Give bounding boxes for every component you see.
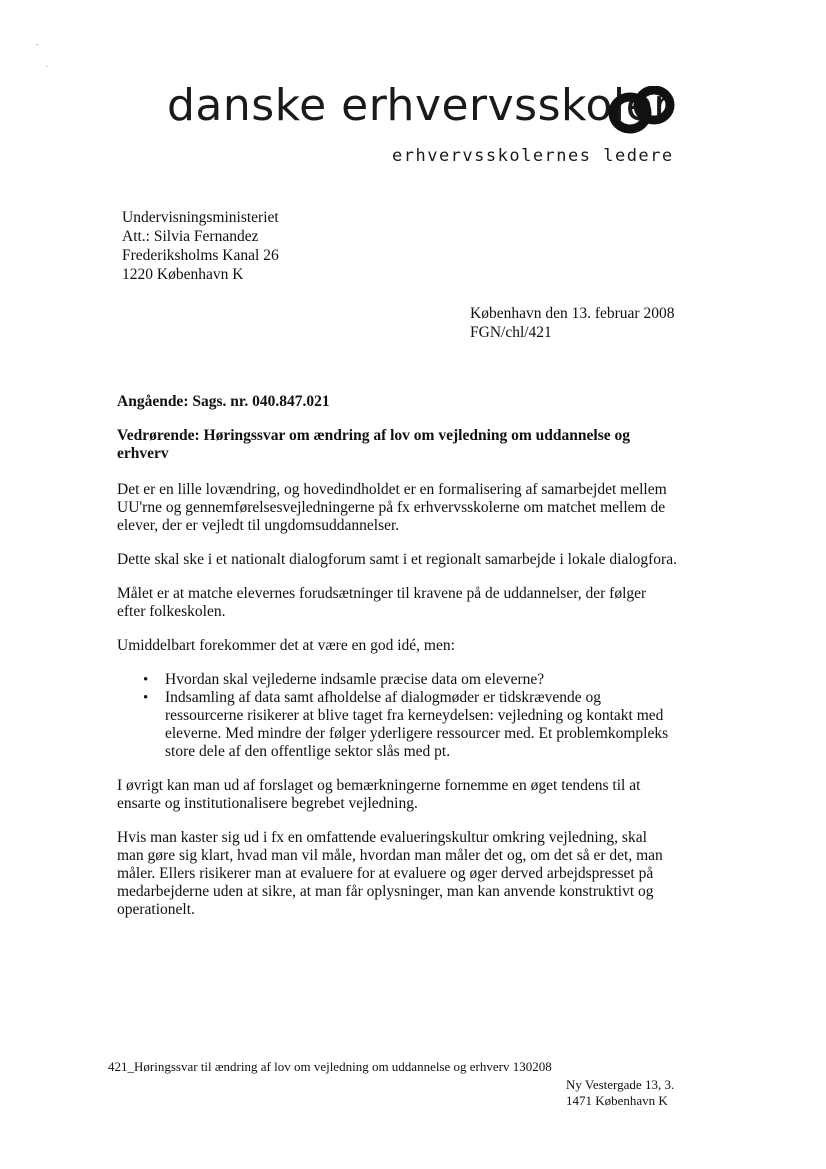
subject-line: Angående: Sags. nr. 040.847.021 — [117, 393, 330, 410]
bullet-list — [117, 671, 677, 761]
scan-speck: · — [46, 63, 49, 71]
recipient-line: Undervisningsministeriet — [122, 209, 279, 226]
regarding-line: Vedrørende: Høringssvar om ændring af lov om vejledning om uddannelse og erhverv — [117, 427, 630, 462]
bullet-item: • Indsamling af data samt afholdelse af dialogmøder er tidskrævende og ressourcerne risikerer at blive taget fra kerneydelsen: vejledning og kontakt med eleverne. Med mindre der følger yderligere ressourcer med. Et problemkompleks store dele af den offentlige sektor slås med pt. — [165, 689, 677, 761]
letter-body — [117, 393, 677, 935]
footer-address-line: Ny Vestergade 13, 3. — [566, 1077, 675, 1092]
body-paragraph: Målet er at matche elevernes forudsætninger til kravene på de uddannelser, der følger efter folkeskolen. — [117, 585, 647, 620]
reference-code: FGN/chl/421 — [470, 324, 552, 341]
letterhead-org-name: danske erhvervsskoler — [167, 80, 672, 131]
recipient-line: Att.: Silvia Fernandez — [122, 228, 259, 245]
recipient-line: Frederiksholms Kanal 26 — [122, 247, 279, 264]
place-date: København den 13. februar 2008 — [470, 305, 675, 322]
body-paragraph: I øvrigt kan man ud af forslaget og bemærkningerne fornemme en øget tendens til at ensarte og institutionalisere begrebet vejledning. — [117, 777, 641, 812]
footer-address-line: 1471 København K — [566, 1093, 668, 1108]
interlocking-rings-icon — [608, 86, 678, 134]
recipient-address — [122, 208, 279, 284]
footer-address — [566, 1077, 674, 1109]
body-paragraph: Hvis man kaster sig ud i fx en omfattende evalueringskultur omkring vejledning, skal man gøre sig klart, hvad man vil måle, hvordan man måler det og, om det så er det, man måler. Ellers risikerer man at evaluere for at evaluere og øger derved arbejdspresset på medarbejderne uden at sikre, at man får oplysninger, man kan anvende konstruktivt og operationelt. — [117, 829, 663, 918]
footer-document-ref: 421_Høringssvar til ændring af lov om vejledning om uddannelse og erhverv 130208 — [108, 1059, 552, 1074]
body-paragraph: Umiddelbart forekommer det at være en god idé, men: — [117, 637, 455, 654]
bullet-item: • Hvordan skal vejlederne indsamle præcise data om eleverne? — [165, 671, 677, 689]
body-paragraph: Dette skal ske i et nationalt dialogforum samt i et regionalt samarbejde i lokale dialogfora. — [117, 551, 677, 568]
scan-speck: - — [36, 41, 39, 49]
dateline — [470, 304, 674, 342]
letterhead-tagline: erhvervsskolernes ledere — [392, 146, 674, 166]
recipient-line: 1220 København K — [122, 266, 244, 283]
body-paragraph: Det er en lille lovændring, og hovedindholdet er en formalisering af samarbejdet mellem UU'rne og gennemførelsesvejledningerne på fx erhvervsskolerne om matchet mellem de elever, der er vejledt til ungdomsuddannelser. — [117, 481, 667, 534]
